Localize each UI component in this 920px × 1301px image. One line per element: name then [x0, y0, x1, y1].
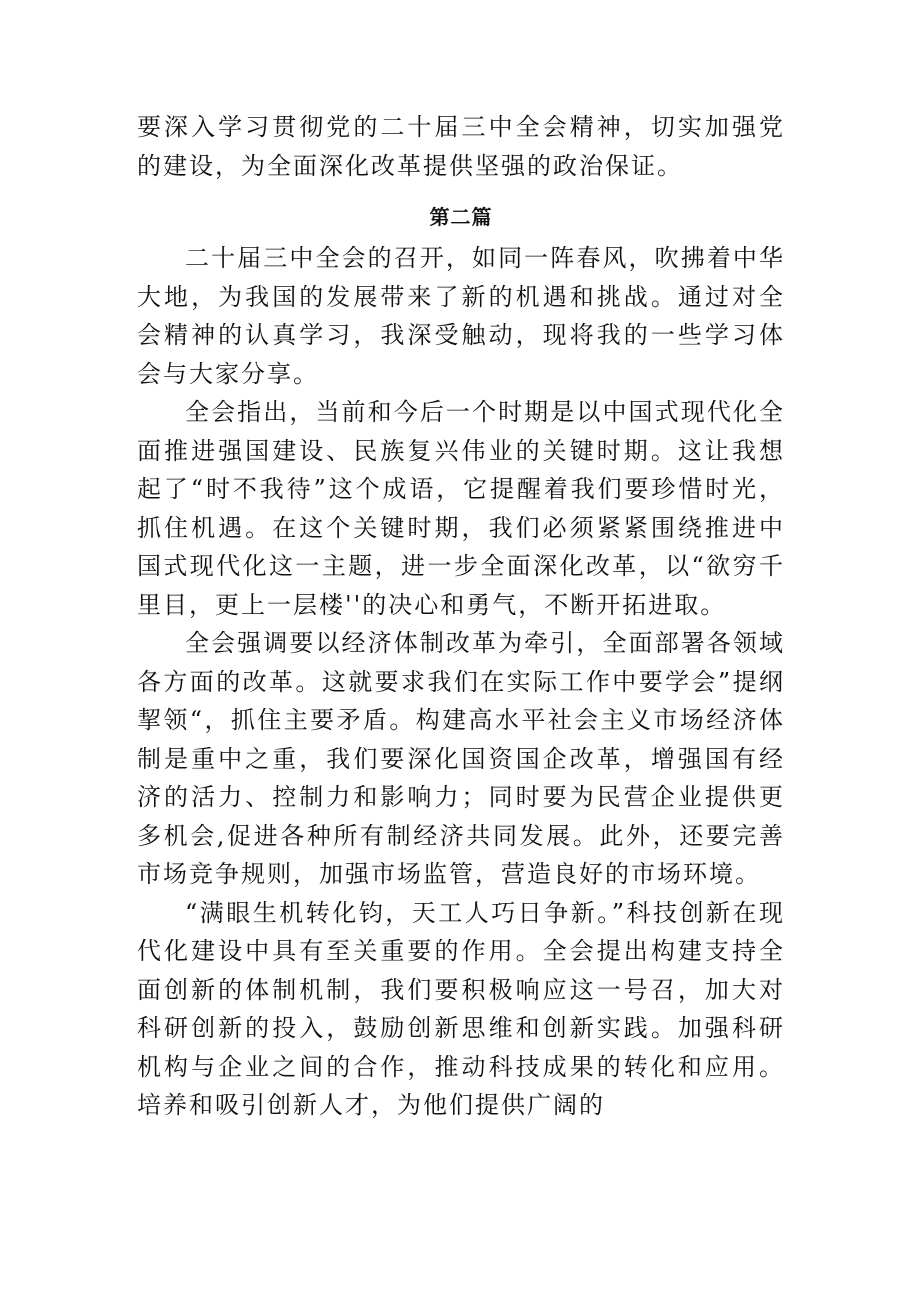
body-paragraph-1: 二十届三中全会的召开，如同一阵春风，吹拂着中华大地，为我国的发展带来了新的机遇和挑战。通过对全会精神的认真学习，我深受触动，现将我的一些学习体会与大家分享。	[137, 244, 785, 388]
section-heading: 第二篇	[429, 205, 493, 229]
body-paragraph-3: 全会强调要以经济体制改革为牵引，全面部署各领域各方面的改革。这就要求我们在实际工作中要学会”提纲挈领“，抓住主要矛盾。构建高水平社会主义市场经济体制是重中之重，我们要深化国资国企改革，增强国有经济的活力、控制力和影响力；同时要为民营企业提供更多机会,促进各种所有制经济共同发展。此外，还要完善市场竞争规则，加强市场监管，营造良好的市场环境。	[137, 629, 785, 888]
intro-paragraph: 要深入学习贯彻党的二十届三中全会精神，切实加强党的建设，为全面深化改革提供坚强的政治保证。	[137, 113, 785, 180]
body-paragraph-2: 全会指出，当前和今后一个时期是以中国式现代化全面推进强国建设、民族复兴伟业的关键时期。这让我想起了“时不我待”这个成语，它提醒着我们要珍惜时光，抓住机遇。在这个关键时期，我们必须紧紧围绕推进中国式现代化这一主题，进一步全面深化改革，以“欲穷千里目，更上一层楼''的决心和勇气，不断开拓进取。	[137, 398, 785, 619]
body-paragraph-4: “满眼生机转化钧，天工人巧日争新。”科技创新在现代化建设中具有至关重要的作用。全会提出构建支持全面创新的体制机制，我们要积极响应这一号召，加大对科研创新的投入，鼓励创新思维和创新实践。加强科研机构与企业之间的合作，推动科技成果的转化和应用。培养和吸引创新人才，为他们提供广阔的	[137, 898, 785, 1119]
